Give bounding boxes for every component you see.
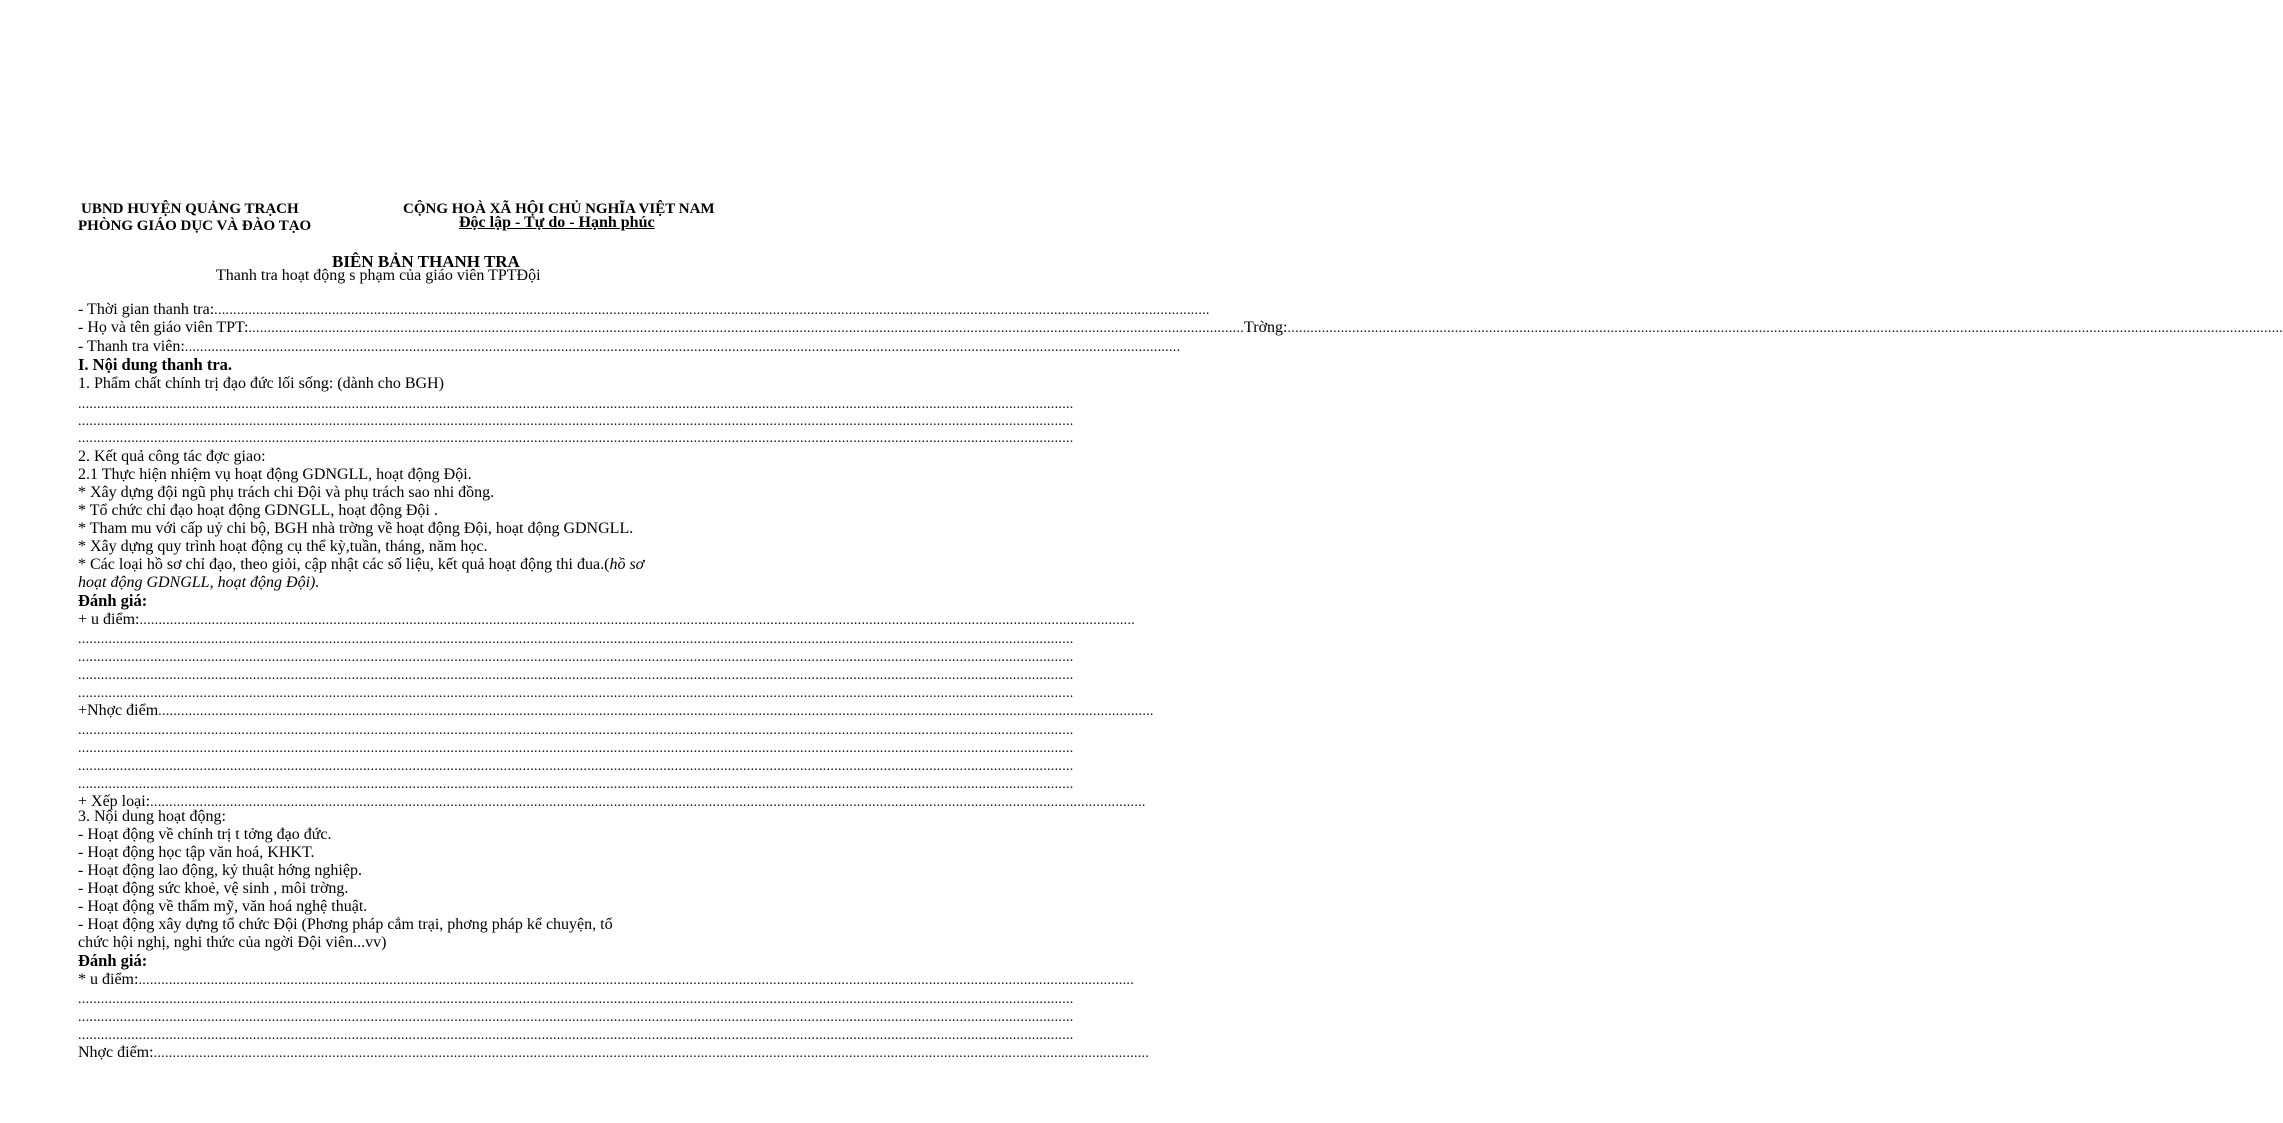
bullet-5	[78, 557, 644, 573]
activity-2: - Hoạt động học tập văn hoá, KHKT.	[78, 844, 315, 861]
weakness-label: +Nhợc điểm	[78, 702, 159, 719]
advantage-line-3[interactable]: ......................................................................................................................................................................................................................................................................	[78, 668, 1074, 683]
teacher-name-label: - Họ và tên giáo viên TPT:	[78, 319, 249, 336]
weakness-line-3[interactable]: ......................................................................................................................................................................................................................................................................	[78, 759, 1074, 774]
weakness-field-2[interactable]: ......................................................................................................................................................................................................................................................................	[153, 1046, 1150, 1061]
inspection-time-label: - Thời gian thanh tra:	[78, 301, 215, 318]
bullet-5-text: * Các loại hồ sơ chỉ đạo, theo giỏi, cập nhật các số liệu, kết quả hoạt động thi đua.(	[78, 556, 610, 573]
org-name: UBND HUYỆN QUẢNG TRẠCH	[81, 201, 299, 217]
activity-6: - Hoạt động xây dựng tổ chức Đội (Phơng pháp cắm trại, phơng pháp kể chuyện, tổ	[78, 916, 613, 933]
weakness-field[interactable]: ......................................................................................................................................................................................................................................................................	[158, 704, 1154, 719]
advantage-line-2[interactable]: ......................................................................................................................................................................................................................................................................	[78, 650, 1074, 665]
teacher-name-row	[78, 319, 2283, 337]
advantage-line-4[interactable]: ......................................................................................................................................................................................................................................................................	[78, 686, 1074, 701]
weakness-line-2[interactable]: ......................................................................................................................................................................................................................................................................	[78, 741, 1074, 756]
evaluation-heading-2: Đánh giá:	[78, 951, 148, 970]
advantage-label: + u điểm:	[78, 611, 140, 628]
activity-4: - Hoạt động sức khoẻ, vệ sinh , môi trờng.	[78, 880, 349, 897]
activity-6-continued: chức hội nghị, nghi thức của ngời Đội viên...vv)	[78, 934, 387, 951]
inspection-time-field[interactable]: ......................................................................................................................................................................................................................................................................	[214, 303, 1210, 318]
rank-field[interactable]: ......................................................................................................................................................................................................................................................................	[150, 795, 1146, 810]
advantage-2-line-3[interactable]: ......................................................................................................................................................................................................................................................................	[78, 1028, 1074, 1043]
weakness-row	[78, 702, 1154, 720]
advantage-2-line-2[interactable]: ......................................................................................................................................................................................................................................................................	[78, 1010, 1074, 1025]
advantage-line-1[interactable]: ......................................................................................................................................................................................................................................................................	[78, 632, 1074, 647]
bullet-3: * Tham mu với cấp uỷ chi bộ, BGH nhà trờng về hoạt động Đội, hoạt động GDNGLL.	[78, 520, 634, 537]
weakness-label-2: Nhợc điểm:	[78, 1044, 154, 1061]
activity-1: - Hoạt động về chính trị t tởng đạo đức.	[78, 826, 332, 843]
item-results-2-1: 2.1 Thực hiện nhiệm vụ hoạt động GDNGLL, hoạt động Đội.	[78, 466, 472, 483]
weakness-row-2	[78, 1044, 1150, 1062]
advantage-field-2[interactable]: ......................................................................................................................................................................................................................................................................	[138, 973, 1135, 988]
advantage-row	[78, 611, 1136, 629]
department-name: PHÒNG GIÁO DỤC VÀ ĐÀO TẠO	[78, 218, 312, 234]
inspector-field[interactable]: ......................................................................................................................................................................................................................................................................	[184, 340, 1181, 355]
rank-label: + Xếp loại:	[78, 793, 151, 810]
advantage-row-2	[78, 971, 1135, 989]
item-ethics: 1. Phẩm chất chính trị đạo đức lối sống: (dành cho BGH)	[78, 375, 444, 392]
bullet-5-continued: hoạt động GDNGLL, hoạt động Đội).	[78, 574, 320, 591]
weakness-line-1[interactable]: ......................................................................................................................................................................................................................................................................	[78, 723, 1074, 738]
evaluation-heading: Đánh giá:	[78, 591, 148, 610]
school-field[interactable]: ......................................................................................................................................................................................................................................................................	[1287, 321, 2283, 336]
weakness-line-4[interactable]: ......................................................................................................................................................................................................................................................................	[78, 777, 1074, 792]
bullet-5-italic: hồ sơ	[609, 556, 645, 573]
bullet-1: * Xây dựng đội ngũ phụ trách chi Đội và phụ trách sao nhi đồng.	[78, 484, 495, 501]
document-title: BIÊN BẢN THANH TRA	[332, 252, 520, 271]
bullet-2: * Tổ chức chỉ đạo hoạt động GDNGLL, hoạt động Đội .	[78, 502, 438, 519]
national-motto: Độc lập - Tự do - Hạnh phúc	[459, 214, 655, 231]
teacher-name-field[interactable]: ......................................................................................................................................................................................................................................................................	[248, 321, 1245, 336]
document-subtitle: Thanh tra hoạt động s phạm của giáo viên TPTĐội	[216, 267, 541, 284]
activity-5: - Hoạt động về thẩm mỹ, văn hoá nghệ thuật.	[78, 898, 368, 915]
activity-3: - Hoạt động lao động, kỷ thuật hớng nghiệp.	[78, 862, 362, 879]
inspector-label: - Thanh tra viên:	[78, 338, 185, 355]
national-title: CỘNG HOÀ XÃ HỘI CHỦ NGHĨA VIỆT NAM	[403, 201, 715, 217]
advantage-2-line-1[interactable]: ......................................................................................................................................................................................................................................................................	[78, 992, 1074, 1007]
ethics-line-3[interactable]: ......................................................................................................................................................................................................................................................................	[78, 431, 1074, 446]
advantage-label-2: * u điểm:	[78, 971, 139, 988]
section-heading: I. Nội dung thanh tra.	[78, 355, 233, 374]
inspection-time-row	[78, 301, 1210, 319]
ethics-line-1[interactable]: ......................................................................................................................................................................................................................................................................	[78, 397, 1074, 412]
advantage-field[interactable]: ......................................................................................................................................................................................................................................................................	[139, 613, 1136, 628]
bullet-4: * Xây dựng quy trình hoạt động cụ thể kỳ,tuần, tháng, năm học.	[78, 538, 488, 555]
ethics-line-2[interactable]: ......................................................................................................................................................................................................................................................................	[78, 414, 1074, 429]
item-activities: 3. Nội dung hoạt động:	[78, 808, 226, 825]
item-results: 2. Kết quả công tác đợc giao:	[78, 448, 266, 465]
inspector-row	[78, 338, 1181, 356]
school-label: Trờng:	[1244, 319, 1288, 336]
